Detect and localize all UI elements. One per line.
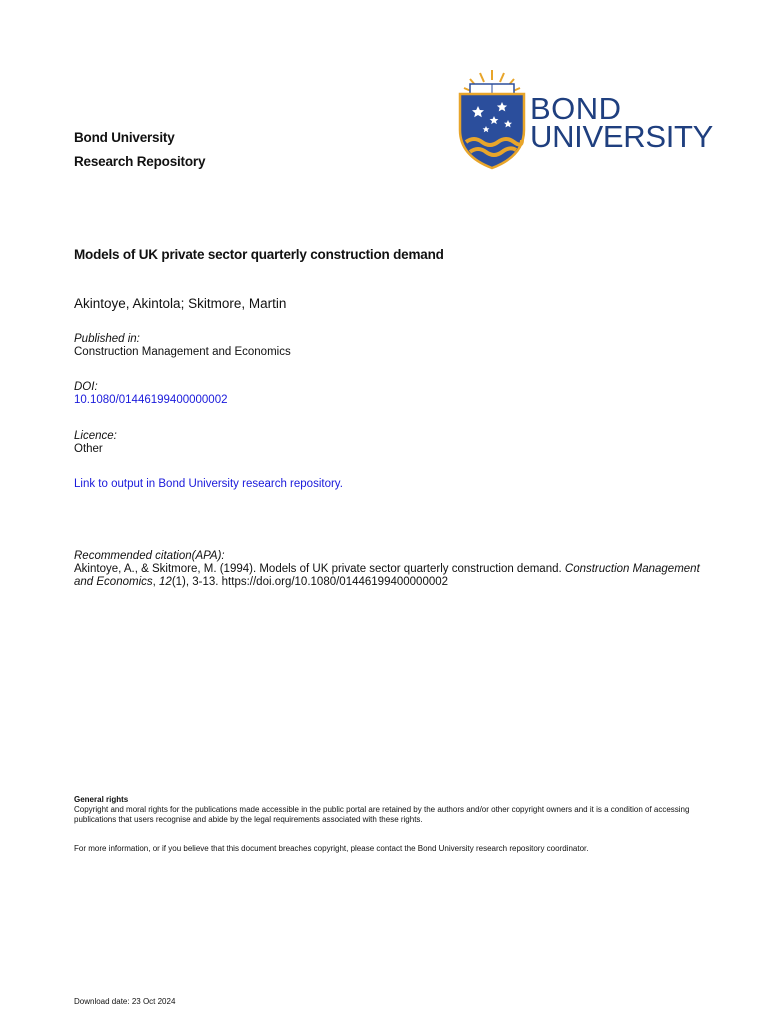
- citation-text: [74, 563, 714, 589]
- general-rights-block: [74, 795, 724, 825]
- doi-block: [74, 381, 228, 407]
- published-in-label: Published in:: [74, 333, 140, 345]
- citation-text-part2: ,: [152, 576, 160, 588]
- published-in-block: [74, 333, 291, 359]
- published-in-value: Construction Management and Economics: [74, 346, 291, 358]
- general-rights-text: Copyright and moral rights for the publications made accessible in the public portal are retained by the authors and/or other copyright owners and it is a condition of accessing publications that users recognise and abide by the legal requirements associated with these rights.: [74, 805, 690, 824]
- logo-wordmark: [530, 91, 714, 154]
- general-rights-heading: General rights: [74, 795, 129, 804]
- citation-label: Recommended citation(APA):: [74, 550, 225, 562]
- citation-text-part3: (1), 3-13. https://doi.org/10.1080/01446199400000002: [171, 576, 449, 588]
- institution-name: Bond University: [74, 130, 175, 145]
- doi-label: DOI:: [74, 381, 98, 393]
- licence-value: Other: [74, 443, 103, 455]
- logo-line-bond: BOND: [530, 91, 622, 126]
- citation-journal: Construction Management and Economics: [74, 563, 700, 588]
- repository-link[interactable]: Link to output in Bond University research repository.: [74, 478, 343, 490]
- paper-title: Models of UK private sector quarterly construction demand: [74, 247, 444, 262]
- institution-heading: [74, 126, 205, 174]
- doi-link[interactable]: 10.1080/01446199400000002: [74, 394, 228, 406]
- licence-block: [74, 430, 117, 456]
- citation-volume: 12: [159, 576, 172, 588]
- logo-line-university: UNIVERSITY: [530, 119, 714, 154]
- licence-label: Licence:: [74, 430, 117, 442]
- copyright-contact-text: For more information, or if you believe that this document breaches copyright, please contact the Bond University research repository coordinator.: [74, 844, 589, 853]
- citation-text-part1: Akintoye, A., & Skitmore, M. (1994). Models of UK private sector quarterly construction demand.: [74, 563, 565, 575]
- paper-authors: Akintoye, Akintola; Skitmore, Martin: [74, 296, 287, 311]
- citation-block: [74, 550, 714, 589]
- bond-university-crest-icon: [456, 68, 528, 172]
- download-date: Download date: 23 Oct 2024: [74, 997, 176, 1006]
- repository-name: Research Repository: [74, 154, 206, 169]
